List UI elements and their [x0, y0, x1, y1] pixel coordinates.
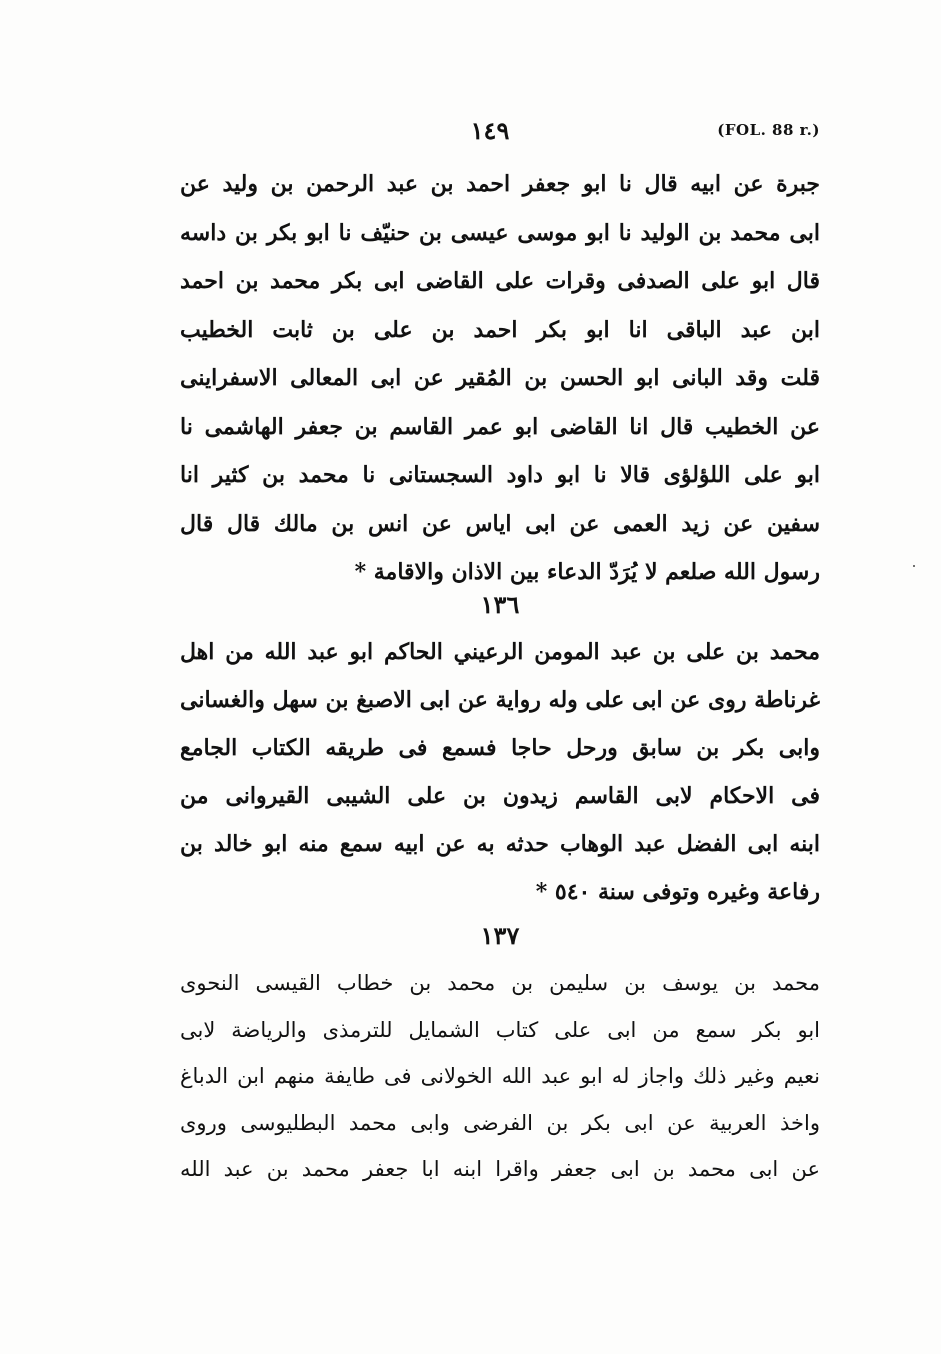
- text-line: ابو بكر سمع من ابى على كتاب الشمايل للترمذى والرياضة لابى: [180, 1017, 820, 1042]
- text-line: نعيم وغير ذلك واجاز له ابو عبد الله الخولانى فى طايفة منهم ابن الدباغ: [180, 1064, 820, 1088]
- text-line: رفاعة وغيره وتوفى سنة ٥٤٠ *: [535, 879, 820, 905]
- text-line: قال ابو على الصدفى وقرات على القاضى ابى بكر محمد بن احمد: [180, 268, 820, 294]
- text-line: غرناطة روى عن ابى على وله رواية عن ابى الاصبغ بن سهل والغسانى: [180, 687, 820, 713]
- entry-number-136: ١٣٦: [480, 590, 520, 619]
- text-line: وابى بكر بن سابق ورحل حاجا فسمع فى طريقه الكتاب الجامع: [180, 735, 820, 761]
- entry-137-body: [180, 960, 820, 1193]
- text-line: ابن عبد الباقى انا ابو بكر احمد بن على بن ثابت الخطيب: [180, 316, 820, 343]
- text-line: ابى محمد بن الوليد نا ابو موسى عيسى بن حنيّف نا ابو بكر بن داسه: [180, 219, 820, 246]
- entry-continuation: [180, 160, 820, 597]
- page-number: ١٤٩: [470, 116, 510, 145]
- entry-number-137: ١٣٧: [480, 921, 520, 950]
- text-line: فى الاحكام لابى القاسم زيدون بن على الشيبى القيروانى من: [180, 783, 820, 809]
- text-line: سفين عن زيد العمى عن ابى اياس عن انس بن مالك قال قال: [180, 510, 820, 537]
- text-line: محمد بن يوسف بن سليمن بن محمد بن خطاب القيسى النحوى: [180, 971, 820, 995]
- text-line: محمد بن على بن عبد المومن الرعيني الحاكم ابو عبد الله من اهل: [180, 639, 820, 665]
- text-line: قلت وقد البانى ابو الحسن بن المُقير عن ابى المعالى الاسفراينى: [180, 365, 820, 391]
- text-line: عن الخطيب قال انا القاضى ابو عمر القاسم بن جعفر الهاشمى نا: [180, 413, 820, 440]
- text-line: ابنه ابى الفضل عبد الوهاب حدثه به عن ابيه سمع منه ابو خالد بن: [180, 831, 820, 857]
- text-line: جبرة عن ابيه قال نا ابو جعفر احمد بن عبد الرحمن بن وليد عن: [180, 171, 820, 197]
- margin-speck: [913, 565, 915, 567]
- text-line: ابو على اللؤلؤى قالا نا ابو داود السجستانى نا محمد بن كثير انا: [180, 462, 820, 488]
- text-line: واخذ العربية عن ابى بكر بن الفرضى وابى محمد البطليوسى وروى: [180, 1110, 820, 1135]
- text-line: عن ابى محمد بن ابى جعفر واقرا ابنه ابا جعفر محمد بن عبد الله: [180, 1157, 820, 1181]
- text-line: رسول الله صلعم لا يُرَدّ الدعاء بين الاذان والاقامة *: [354, 559, 820, 585]
- folio-reference: (FOL. 88 r.): [717, 121, 820, 139]
- entry-136-body: [180, 628, 820, 916]
